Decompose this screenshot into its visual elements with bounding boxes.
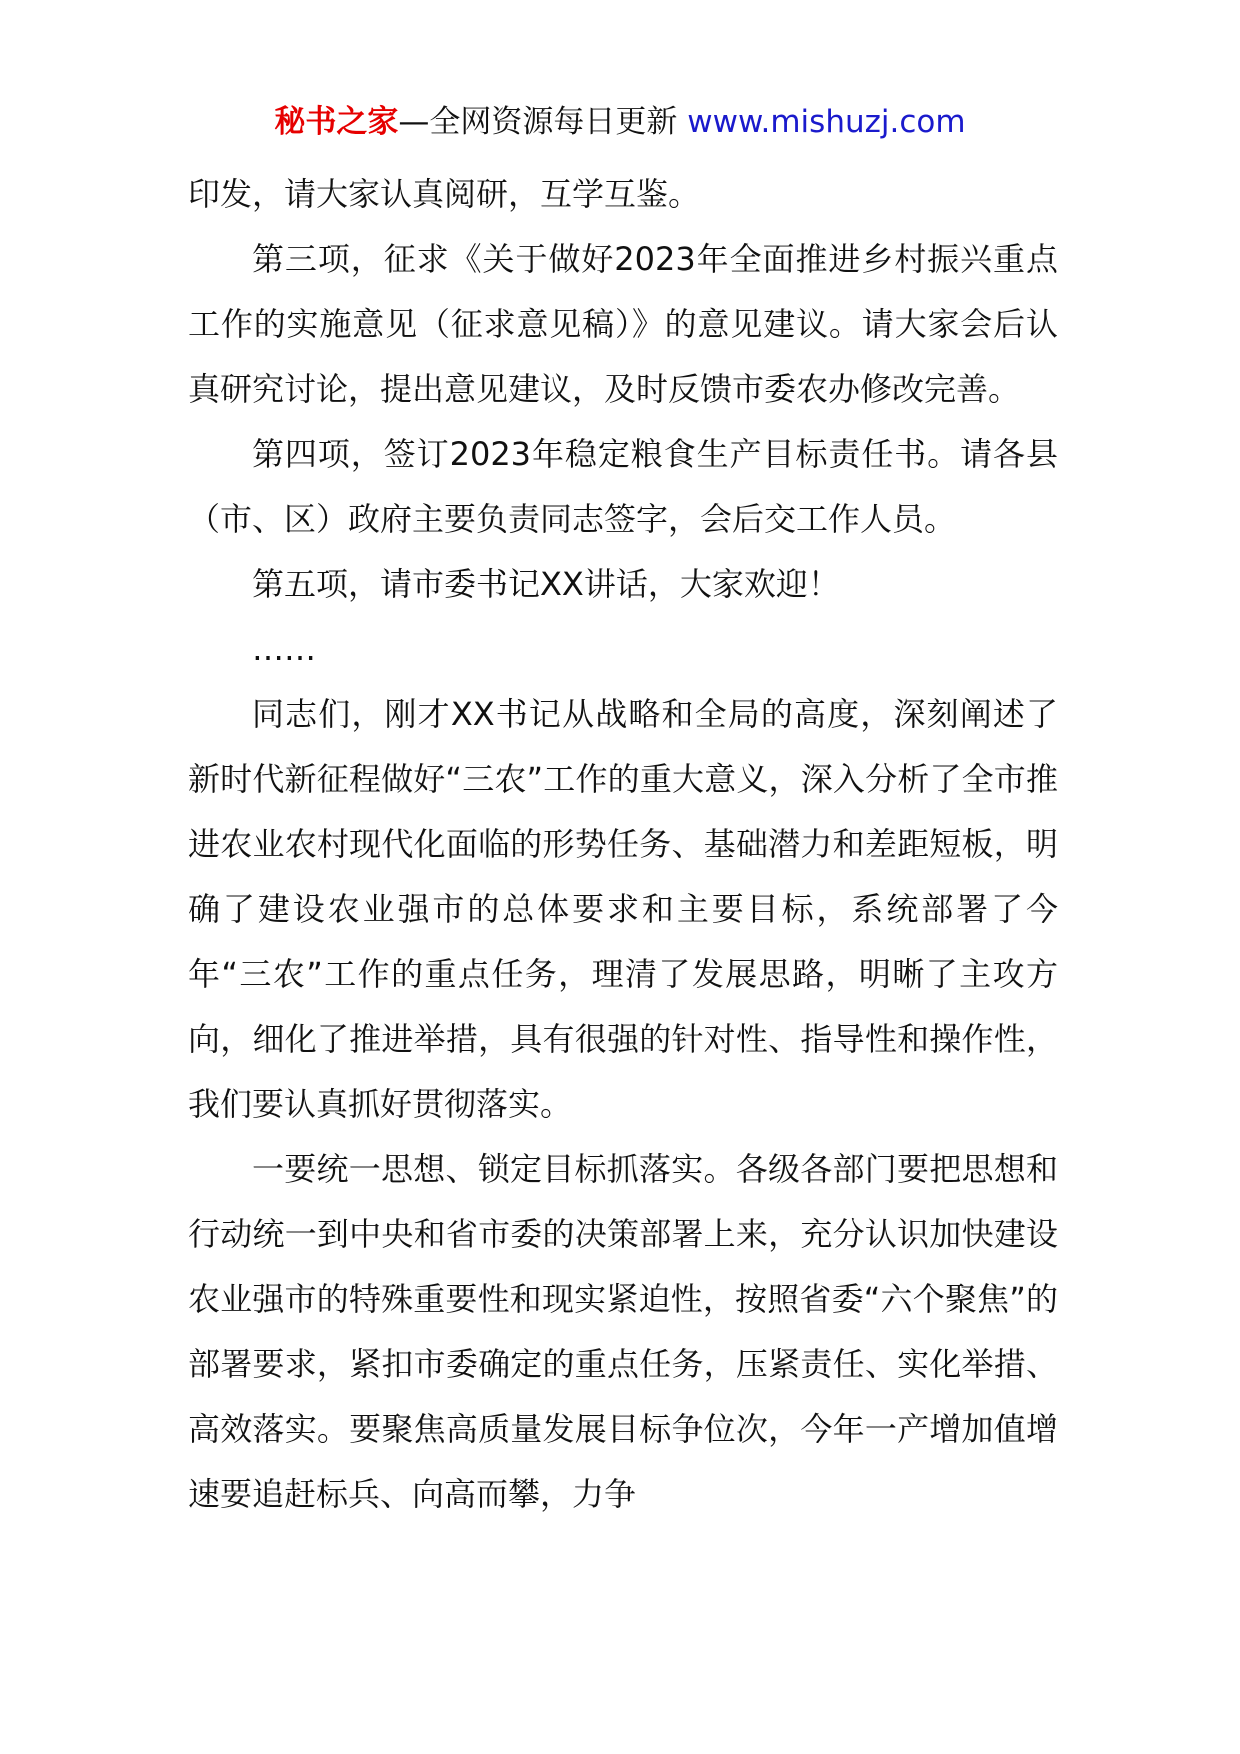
paragraph-item-four: 第四项，签订2023年稳定粮食生产目标责任书。请各县（市、区）政府主要负责同志签字，会后交工作人员。 — [188, 435, 1058, 538]
document-body — [188, 162, 1058, 1527]
site-brand: 秘书之家 — [274, 104, 399, 140]
paragraph-item-five: 第五项，请市委书记XX讲话，大家欢迎！ — [252, 565, 840, 603]
paragraph-continuation: 印发，请大家认真阅研，互学互鉴。 — [188, 175, 701, 213]
site-tagline: —全网资源每日更新 — [398, 104, 678, 140]
paragraph-ellipsis: …… — [252, 630, 316, 668]
paragraph-summary: 同志们，刚才XX书记从战略和全局的高度，深刻阐述了新时代新征程做好“三农”工作的重大意义，深入分析了全市推进农业农村现代化面临的形势任务、基础潜力和差距短板，明确了建设农业强市的总体要求和主要目标，系统部署了今年“三农”工作的重点任务，理清了发展思路，明晰了主攻方向，细化了推进举措，具有很强的针对性、指导性和操作性，我们要认真抓好贯彻落实。 — [188, 695, 1058, 1123]
paragraph-item-three: 第三项，征求《关于做好2023年全面推进乡村振兴重点工作的实施意见（征求意见稿）》的意见建议。请大家会后认真研究讨论，提出意见建议，及时反馈市委农办修改完善。 — [188, 240, 1058, 408]
site-url-link[interactable]: www.mishuzj.com — [687, 104, 966, 140]
site-header — [0, 100, 1240, 144]
paragraph-point-one: 一要统一思想、锁定目标抓落实。各级各部门要把思想和行动统一到中央和省市委的决策部署上来，充分认识加快建设农业强市的特殊重要性和现实紧迫性，按照省委“六个聚焦”的部署要求，紧扣市委确定的重点任务，压紧责任、实化举措、高效落实。要聚焦高质量发展目标争位次，今年一产增加值增速要追赶标兵、向高而攀，力争 — [188, 1150, 1058, 1513]
